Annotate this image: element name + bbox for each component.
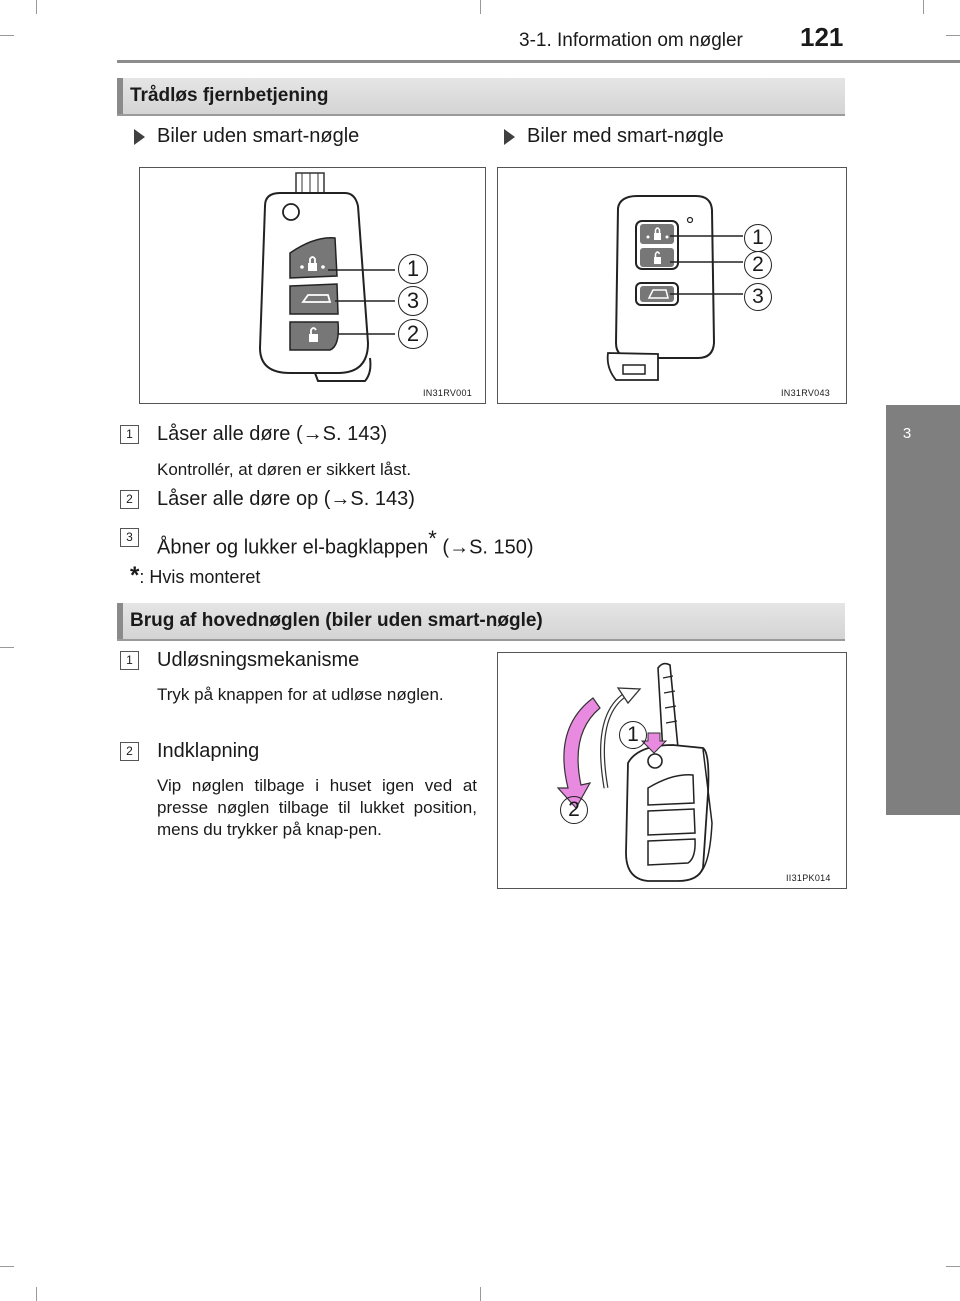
crop-mark bbox=[0, 1266, 14, 1267]
section-heading-wireless-remote bbox=[117, 78, 845, 116]
figure-smart-key bbox=[497, 167, 847, 404]
item-lock-all-doors: Låser alle døre (→S. 143) bbox=[157, 423, 388, 445]
item-unlock-all-doors: Låser alle døre op (→S. 143) bbox=[157, 488, 415, 510]
figure-code: II31PK014 bbox=[786, 873, 831, 883]
item-number-badge: 3 bbox=[120, 528, 139, 547]
label-with-smart-key: Biler med smart-nøgle bbox=[527, 125, 724, 147]
triangle-bullet-icon bbox=[504, 129, 515, 145]
item-power-back-door-text: Åbner og lukker el-bagklappen bbox=[157, 536, 429, 559]
callout-1: 1 bbox=[744, 224, 772, 252]
item-release-desc: Tryk på knappen for at udløse nøglen. bbox=[157, 685, 444, 704]
item-note: Kontrollér, at døren er sikkert låst. bbox=[157, 460, 412, 479]
item-number-badge: 1 bbox=[120, 651, 139, 670]
callout-1: 1 bbox=[619, 721, 647, 749]
callout-2: 2 bbox=[398, 319, 428, 349]
item-number-badge: 1 bbox=[120, 425, 139, 444]
header-rule bbox=[117, 60, 960, 63]
footnote-star: * bbox=[428, 526, 437, 551]
item-folding-desc: Vip nøglen tilbage i huset igen ved at presse nøglen tilbage til lukket position, mens du trykker på knap-pen. bbox=[157, 776, 477, 839]
crop-mark bbox=[36, 0, 37, 14]
chapter-side-tab bbox=[886, 405, 960, 815]
crop-mark bbox=[0, 35, 14, 36]
chapter-label: Betjening af hver enkelt komponent bbox=[867, 518, 884, 770]
item-number-badge: 2 bbox=[120, 490, 139, 509]
heading-text: Brug af hovednøglen (biler uden smart-nøgle) bbox=[130, 610, 543, 631]
callout-2: 2 bbox=[560, 796, 588, 824]
callout-1: 1 bbox=[398, 254, 428, 284]
page-reference: (→S. 150) bbox=[436, 536, 534, 559]
page-number: 121 bbox=[800, 22, 844, 52]
master-key-illustration bbox=[498, 653, 846, 888]
flip-key-illustration bbox=[140, 168, 485, 403]
crop-mark bbox=[946, 1266, 960, 1267]
chapter-number: 3 bbox=[902, 425, 912, 442]
callout-2: 2 bbox=[744, 251, 772, 279]
item-folding: Indklapning bbox=[157, 740, 260, 762]
triangle-bullet-icon bbox=[134, 129, 145, 145]
crop-mark bbox=[480, 0, 481, 14]
item-release-mechanism: Udløsningsmekanisme bbox=[157, 649, 360, 671]
smart-key-illustration bbox=[498, 168, 846, 403]
figure-master-key bbox=[497, 652, 847, 889]
callout-3: 3 bbox=[398, 286, 428, 316]
label-without-smart-key: Biler uden smart-nøgle bbox=[157, 125, 360, 147]
item-number-badge: 2 bbox=[120, 742, 139, 761]
heading-text: Trådløs fjernbetjening bbox=[130, 85, 329, 106]
heading-bar bbox=[117, 78, 123, 114]
footnote bbox=[130, 562, 260, 590]
figure-flip-key bbox=[139, 167, 486, 404]
figure-code: IN31RV001 bbox=[423, 388, 473, 398]
crop-mark bbox=[480, 1287, 481, 1301]
heading-bar bbox=[117, 603, 123, 639]
header-section-title: 3-1. Information om nøgler bbox=[519, 30, 743, 51]
figure-code: IN31RV043 bbox=[781, 388, 831, 398]
crop-mark bbox=[946, 35, 960, 36]
footnote-mark: * bbox=[130, 562, 140, 589]
footnote-text: : Hvis monteret bbox=[139, 567, 261, 587]
callout-3: 3 bbox=[744, 283, 772, 311]
crop-mark bbox=[923, 0, 924, 14]
crop-mark bbox=[36, 1287, 37, 1301]
crop-mark bbox=[0, 647, 14, 648]
section-heading-master-key bbox=[117, 603, 845, 641]
item-power-back-door bbox=[157, 526, 534, 560]
